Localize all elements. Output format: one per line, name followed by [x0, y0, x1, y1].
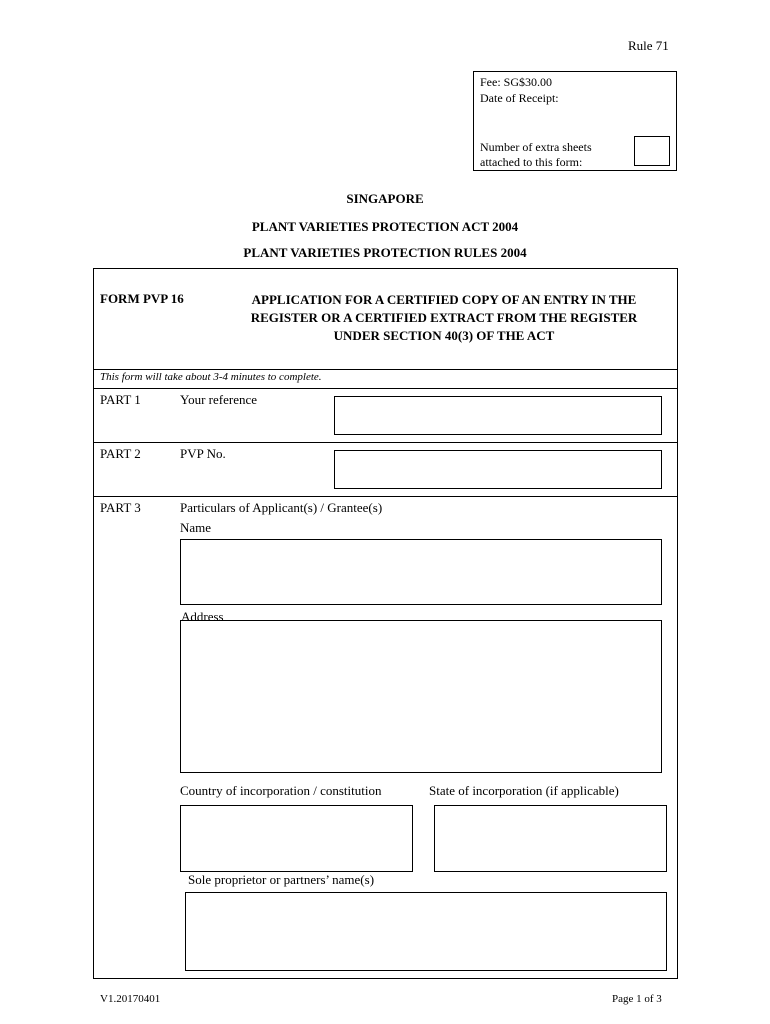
- part3-label: PART 3: [100, 500, 141, 515]
- completion-note: This form will take about 3-4 minutes to complete.: [100, 371, 322, 383]
- applicant-particulars-heading: Particulars of Applicant(s) / Grantee(s): [180, 500, 383, 515]
- form-heading-line: APPLICATION FOR A CERTIFIED COPY OF AN ENTRY IN THE: [251, 292, 637, 307]
- part1-label: PART 1: [100, 392, 141, 407]
- divider: [94, 442, 677, 443]
- pvp-no-label: PVP No.: [180, 446, 226, 461]
- sole-proprietor-label: Sole proprietor or partners’ name(s): [188, 872, 375, 887]
- your-reference-input[interactable]: [334, 396, 662, 435]
- country-title: SINGAPORE: [346, 191, 424, 206]
- fee-box: [473, 71, 677, 171]
- form-heading: [210, 291, 678, 345]
- sole-proprietor-input[interactable]: [185, 892, 667, 971]
- page-number: Page 1 of 3: [612, 993, 662, 1005]
- extra-sheets-label-line1: Number of extra sheets: [480, 140, 592, 154]
- address-label: Address: [181, 609, 224, 624]
- name-label: Name: [180, 520, 212, 535]
- state-of-incorporation-label: State of incorporation (if applicable): [429, 783, 619, 798]
- form-heading-line: REGISTER OR A CERTIFIED EXTRACT FROM THE REGISTER: [250, 310, 638, 325]
- pvp-no-input[interactable]: [334, 450, 662, 489]
- form-heading-line: UNDER SECTION 40(3) OF THE ACT: [333, 328, 555, 343]
- extra-sheets-input[interactable]: [634, 136, 670, 166]
- divider: [94, 369, 677, 370]
- form-number: FORM PVP 16: [100, 291, 184, 306]
- extra-sheets-label-line2: attached to this form:: [480, 155, 583, 169]
- name-input[interactable]: [180, 539, 662, 605]
- part2-label: PART 2: [100, 446, 141, 461]
- country-of-incorporation-input[interactable]: [180, 805, 413, 872]
- divider: [94, 388, 677, 389]
- your-reference-label: Your reference: [180, 392, 258, 407]
- state-of-incorporation-input[interactable]: [434, 805, 667, 872]
- rules-title: PLANT VARIETIES PROTECTION RULES 2004: [243, 245, 527, 260]
- act-title: PLANT VARIETIES PROTECTION ACT 2004: [251, 219, 519, 234]
- version-number: V1.20170401: [100, 993, 161, 1005]
- address-input[interactable]: [180, 620, 662, 773]
- date-of-receipt-label: Date of Receipt:: [480, 91, 559, 105]
- fee-text: Fee: SG$30.00: [480, 75, 552, 89]
- country-of-incorporation-label: Country of incorporation / constitution: [180, 783, 382, 798]
- rule-number: Rule 71: [628, 38, 669, 53]
- divider: [94, 496, 677, 497]
